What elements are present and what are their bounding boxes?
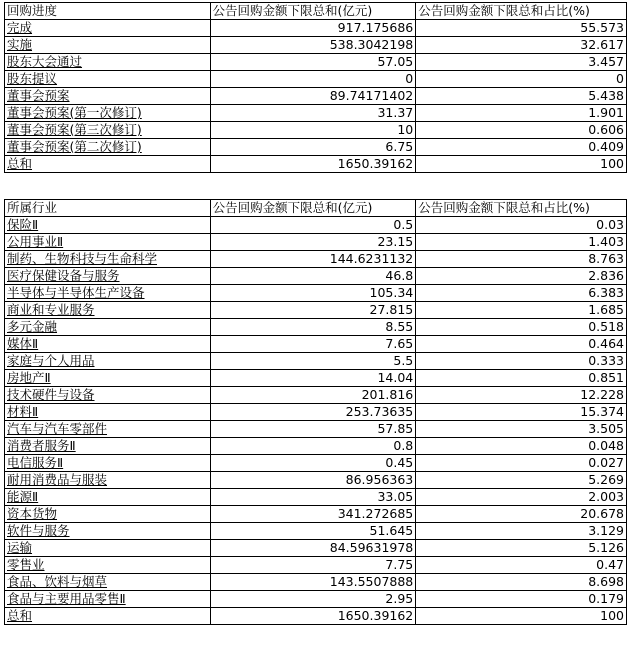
percent-cell: 0: [416, 71, 627, 88]
table-row: [5, 54, 627, 71]
table-row: [5, 540, 627, 557]
percent-cell: 100: [416, 608, 627, 625]
column-header: 所属行业: [5, 200, 211, 217]
table-row: [5, 557, 627, 574]
table-row: [5, 472, 627, 489]
row-label-cell: 家庭与个人用品: [5, 353, 211, 370]
percent-cell: 15.374: [416, 404, 627, 421]
table-row: [5, 71, 627, 88]
percent-cell: 1.403: [416, 234, 627, 251]
table-row: [5, 268, 627, 285]
row-label-cell: 董事会预案: [5, 88, 211, 105]
percent-cell: 0.606: [416, 122, 627, 139]
amount-cell: 105.34: [210, 285, 416, 302]
amount-cell: 917.175686: [210, 20, 416, 37]
row-label-cell: 制药、生物科技与生命科学: [5, 251, 211, 268]
percent-cell: 1.685: [416, 302, 627, 319]
row-label-cell: 总和: [5, 608, 211, 625]
amount-cell: 27.815: [210, 302, 416, 319]
row-label-cell: 股东大会通过: [5, 54, 211, 71]
amount-cell: 57.05: [210, 54, 416, 71]
amount-cell: 144.6231132: [210, 251, 416, 268]
table-row: [5, 156, 627, 173]
column-header: 回购进度: [5, 3, 211, 20]
table-row: [5, 217, 627, 234]
percent-cell: 55.573: [416, 20, 627, 37]
amount-cell: 1650.39162: [210, 156, 416, 173]
table-row: [5, 506, 627, 523]
amount-cell: 89.74171402: [210, 88, 416, 105]
table-row: [5, 489, 627, 506]
percent-cell: 2.836: [416, 268, 627, 285]
row-label-cell: 能源Ⅱ: [5, 489, 211, 506]
column-header: 公告回购金额下限总和(亿元): [210, 3, 416, 20]
table-row: [5, 302, 627, 319]
table-row: [5, 421, 627, 438]
amount-cell: 5.5: [210, 353, 416, 370]
row-label-cell: 运输: [5, 540, 211, 557]
percent-cell: 5.269: [416, 472, 627, 489]
amount-cell: 1650.39162: [210, 608, 416, 625]
table-row: [5, 455, 627, 472]
row-label-cell: 完成: [5, 20, 211, 37]
industry-table: [4, 199, 627, 625]
row-label-cell: 耐用消费品与服装: [5, 472, 211, 489]
amount-cell: 538.3042198: [210, 37, 416, 54]
amount-cell: 33.05: [210, 489, 416, 506]
row-label-cell: 食品与主要用品零售Ⅱ: [5, 591, 211, 608]
percent-cell: 8.763: [416, 251, 627, 268]
amount-cell: 0: [210, 71, 416, 88]
header-row: [5, 3, 627, 20]
row-label-cell: 资本货物: [5, 506, 211, 523]
row-label-cell: 材料Ⅱ: [5, 404, 211, 421]
amount-cell: 0.5: [210, 217, 416, 234]
percent-cell: 0.409: [416, 139, 627, 156]
table-row: [5, 285, 627, 302]
amount-cell: 7.65: [210, 336, 416, 353]
percent-cell: 0.851: [416, 370, 627, 387]
amount-cell: 8.55: [210, 319, 416, 336]
table-row: [5, 234, 627, 251]
percent-cell: 8.698: [416, 574, 627, 591]
repurchase-progress-table: [4, 2, 627, 173]
row-label-cell: 软件与服务: [5, 523, 211, 540]
amount-cell: 201.816: [210, 387, 416, 404]
amount-cell: 14.04: [210, 370, 416, 387]
percent-cell: 3.505: [416, 421, 627, 438]
row-label-cell: 商业和专业服务: [5, 302, 211, 319]
table-row: [5, 404, 627, 421]
amount-cell: 46.8: [210, 268, 416, 285]
row-label-cell: 医疗保健设备与服务: [5, 268, 211, 285]
table-row: [5, 319, 627, 336]
amount-cell: 10: [210, 122, 416, 139]
percent-cell: 20.678: [416, 506, 627, 523]
percent-cell: 0.048: [416, 438, 627, 455]
column-header: 公告回购金额下限总和(亿元): [210, 200, 416, 217]
table-row: [5, 523, 627, 540]
percent-cell: 32.617: [416, 37, 627, 54]
table-row: [5, 251, 627, 268]
percent-cell: 1.901: [416, 105, 627, 122]
table-row: [5, 438, 627, 455]
amount-cell: 51.645: [210, 523, 416, 540]
header-row: [5, 200, 627, 217]
amount-cell: 23.15: [210, 234, 416, 251]
percent-cell: 0.03: [416, 217, 627, 234]
amount-cell: 341.272685: [210, 506, 416, 523]
table-row: [5, 122, 627, 139]
amount-cell: 143.5507888: [210, 574, 416, 591]
amount-cell: 57.85: [210, 421, 416, 438]
percent-cell: 0.464: [416, 336, 627, 353]
row-label-cell: 股东提议: [5, 71, 211, 88]
table-row: [5, 88, 627, 105]
row-label-cell: 总和: [5, 156, 211, 173]
row-label-cell: 实施: [5, 37, 211, 54]
row-label-cell: 董事会预案(第二次修订): [5, 139, 211, 156]
row-label-cell: 消费者服务Ⅱ: [5, 438, 211, 455]
row-label-cell: 多元金融: [5, 319, 211, 336]
amount-cell: 6.75: [210, 139, 416, 156]
amount-cell: 253.73635: [210, 404, 416, 421]
percent-cell: 3.129: [416, 523, 627, 540]
table-row: [5, 353, 627, 370]
row-label-cell: 汽车与汽车零部件: [5, 421, 211, 438]
table-row: [5, 591, 627, 608]
amount-cell: 2.95: [210, 591, 416, 608]
row-label-cell: 食品、饮料与烟草: [5, 574, 211, 591]
row-label-cell: 媒体Ⅱ: [5, 336, 211, 353]
table-row: [5, 105, 627, 122]
column-header: 公告回购金额下限总和占比(%): [416, 3, 627, 20]
amount-cell: 0.45: [210, 455, 416, 472]
row-label-cell: 房地产Ⅱ: [5, 370, 211, 387]
amount-cell: 0.8: [210, 438, 416, 455]
amount-cell: 7.75: [210, 557, 416, 574]
percent-cell: 0.179: [416, 591, 627, 608]
row-label-cell: 公用事业Ⅱ: [5, 234, 211, 251]
percent-cell: 5.126: [416, 540, 627, 557]
percent-cell: 5.438: [416, 88, 627, 105]
percent-cell: 0.333: [416, 353, 627, 370]
percent-cell: 0.47: [416, 557, 627, 574]
percent-cell: 12.228: [416, 387, 627, 404]
table-row: [5, 139, 627, 156]
table-row: [5, 370, 627, 387]
table-row: [5, 20, 627, 37]
amount-cell: 84.59631978: [210, 540, 416, 557]
percent-cell: 0.518: [416, 319, 627, 336]
percent-cell: 100: [416, 156, 627, 173]
percent-cell: 3.457: [416, 54, 627, 71]
table-row: [5, 37, 627, 54]
table-row: [5, 608, 627, 625]
table-row: [5, 574, 627, 591]
row-label-cell: 技术硬件与设备: [5, 387, 211, 404]
row-label-cell: 零售业: [5, 557, 211, 574]
row-label-cell: 董事会预案(第一次修订): [5, 105, 211, 122]
row-label-cell: 半导体与半导体生产设备: [5, 285, 211, 302]
amount-cell: 86.956363: [210, 472, 416, 489]
percent-cell: 0.027: [416, 455, 627, 472]
row-label-cell: 保险Ⅱ: [5, 217, 211, 234]
row-label-cell: 董事会预案(第三次修订): [5, 122, 211, 139]
column-header: 公告回购金额下限总和占比(%): [416, 200, 627, 217]
row-label-cell: 电信服务Ⅱ: [5, 455, 211, 472]
table-row: [5, 387, 627, 404]
percent-cell: 2.003: [416, 489, 627, 506]
amount-cell: 31.37: [210, 105, 416, 122]
percent-cell: 6.383: [416, 285, 627, 302]
table-row: [5, 336, 627, 353]
